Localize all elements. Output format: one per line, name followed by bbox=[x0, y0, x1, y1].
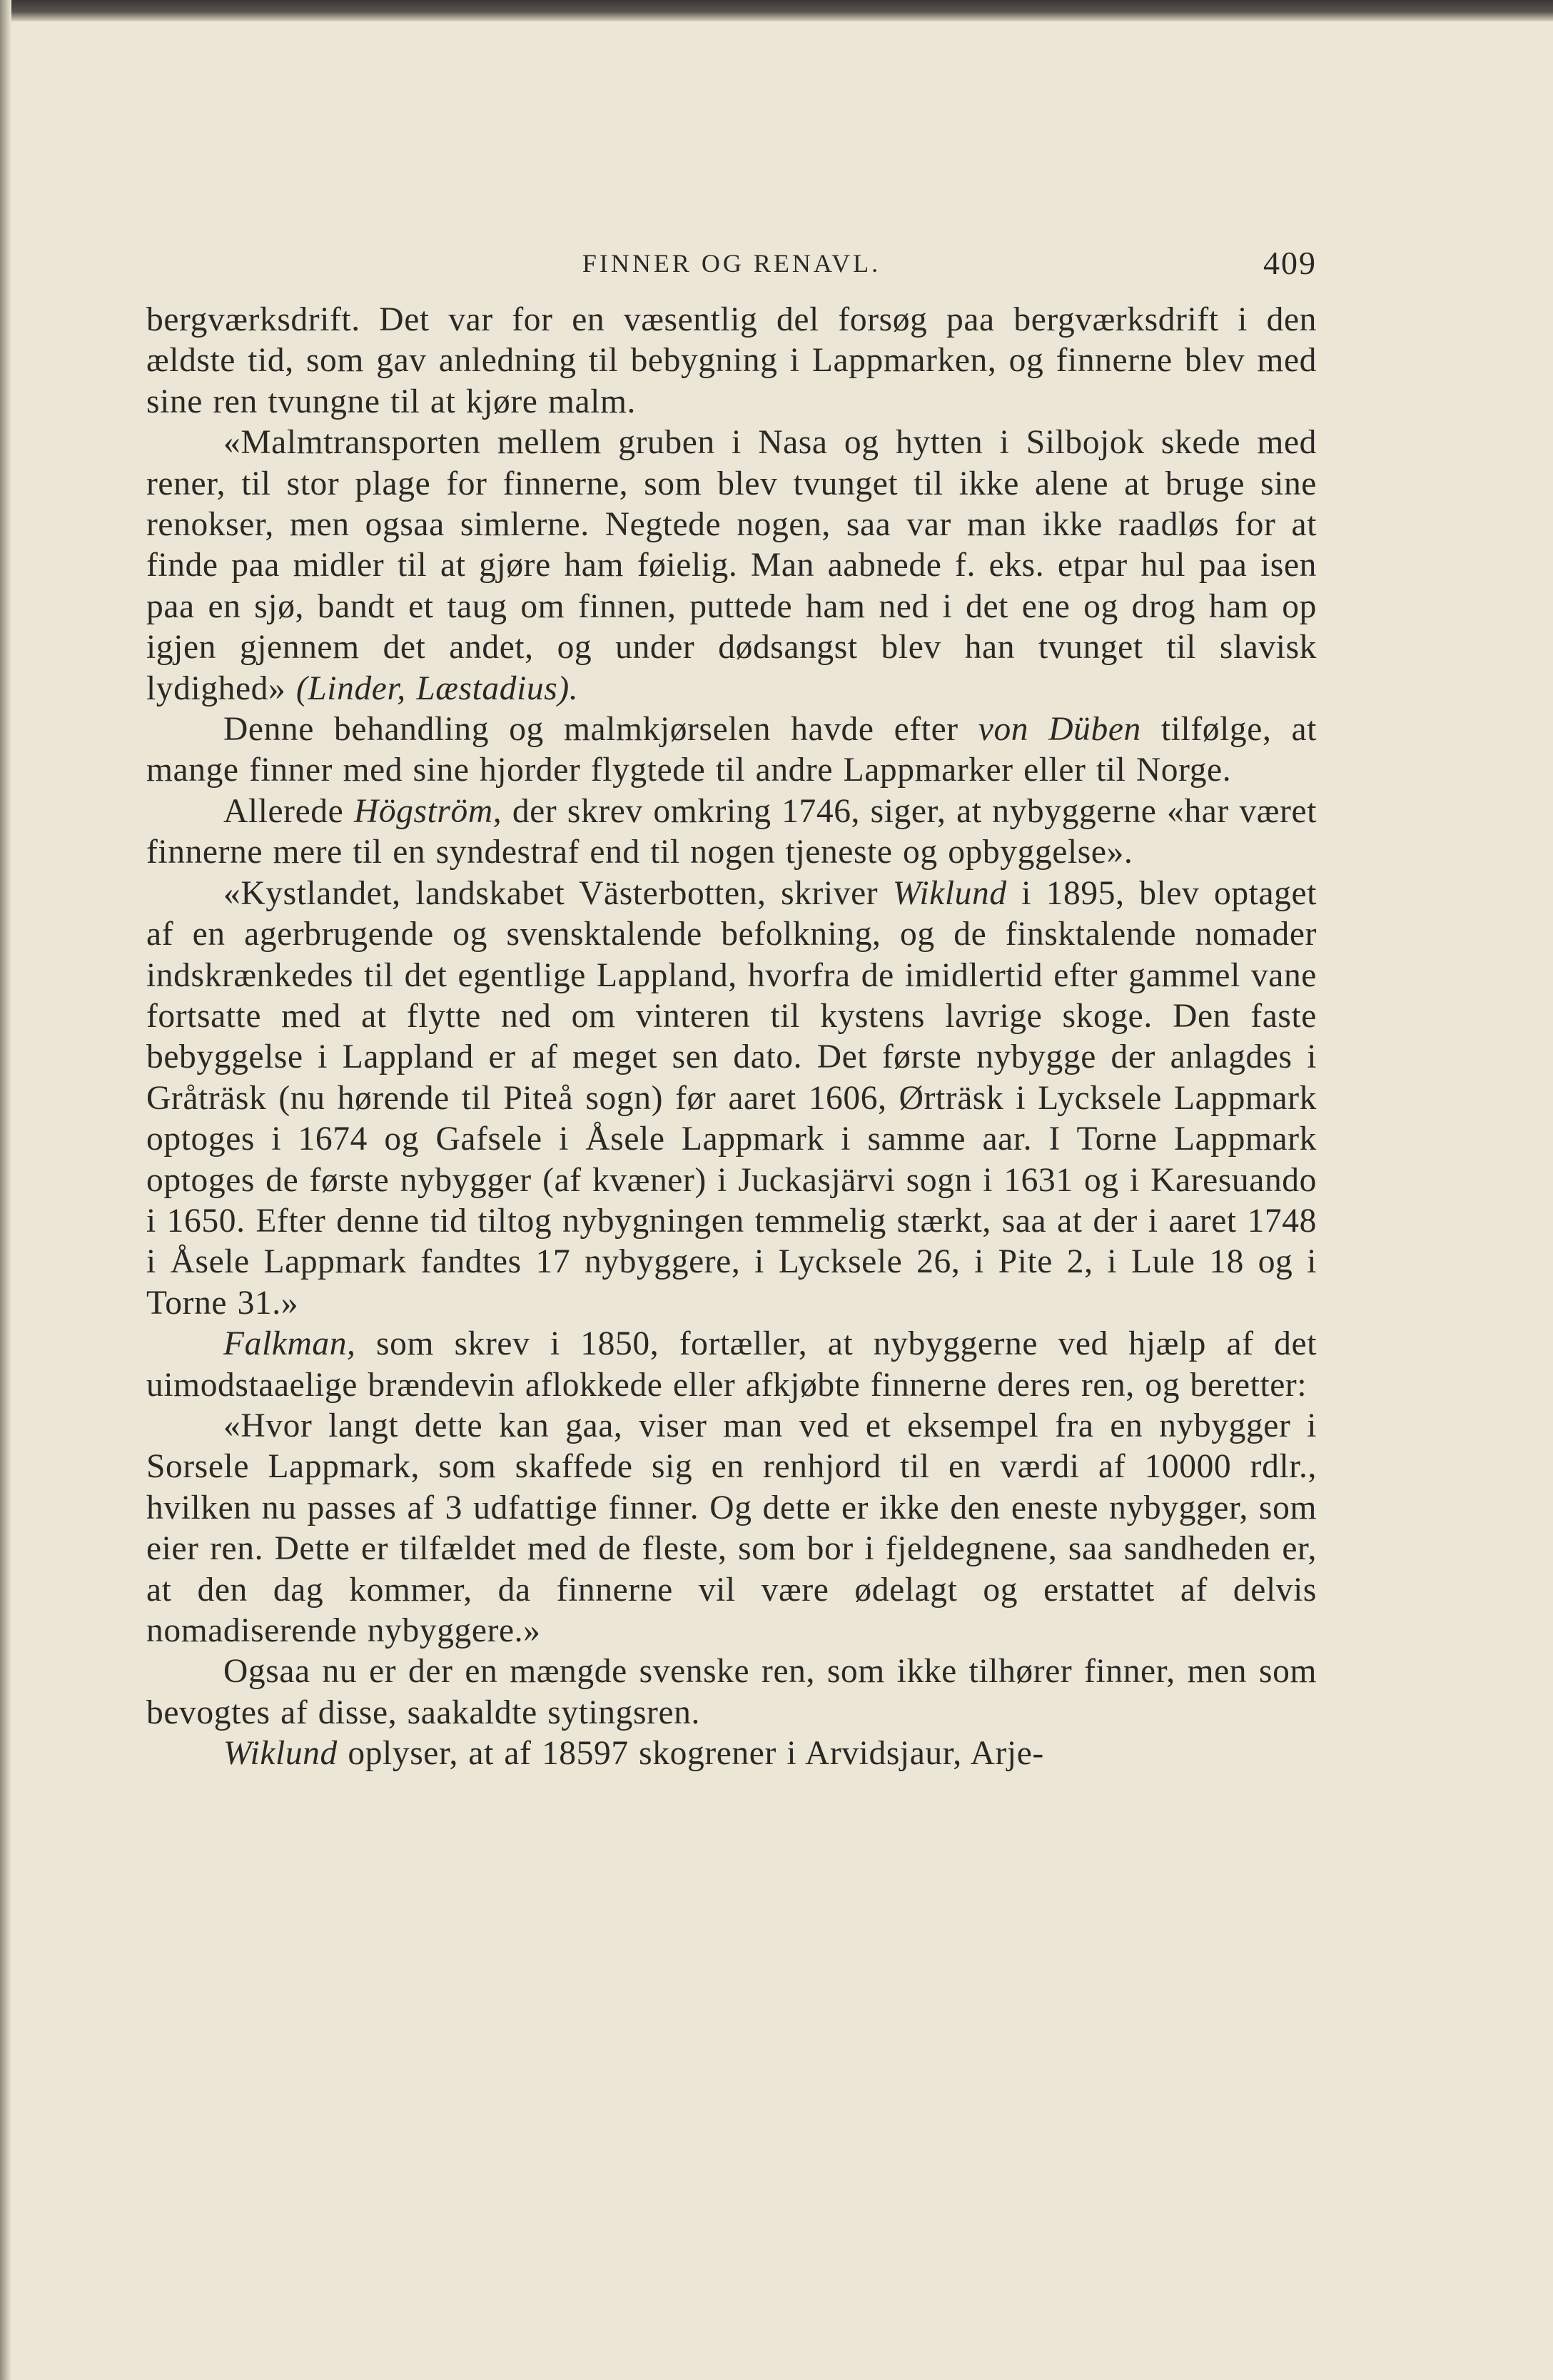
paragraph bbox=[146, 1733, 1317, 1774]
paragraph bbox=[146, 1651, 1317, 1733]
italic-text-run: von Düben bbox=[978, 711, 1141, 749]
text-run: Allerede bbox=[223, 792, 354, 830]
text-run: «Hvor langt dette kan gaa, viser man ved et eksempel fra en nybygger i Sorsele Lappmark, som skaffede sig en renhjord til en værdi af 10000 rdlr., hvilken nu passes af 3 udfattige finner. Og dette er ikke den eneste nybygger, som eier ren. Dette er tilfældet med de fleste, som bor i fjeldegnene, saa sandheden er, at den dag kommer, da finnerne vil være ødelagt og erstattet af delvis nomadiserende nybyggere.» bbox=[146, 1407, 1317, 1649]
text-run: oplyser, at af 18597 skogrener i Arvidsjaur, Arje- bbox=[337, 1735, 1044, 1773]
text-run: «Kystlandet, landskabet Västerbotten, skriver bbox=[223, 874, 893, 912]
paragraph bbox=[146, 1324, 1317, 1406]
page-header bbox=[146, 243, 1317, 300]
text-run: «Malmtransporten mellem gruben i Nasa og hytten i Silbojok skede med rener, til stor plage for finnerne, som blev tvunget til ikke alene at bruge sine renokser, men ogsaa simlerne. Negtede nogen, saa var man ikke raadløs for at finde paa midler til at gjøre ham føielig. Man aabnede f. eks. etpar hul paa isen paa en sjø, bandt et taug om finnen, puttede ham ned i det ene og drog ham op igjen gjennem det andet, og under dødsangst blev han tvunget til slavisk lydighed» bbox=[146, 424, 1317, 707]
body-text bbox=[146, 300, 1317, 1775]
text-run: Denne behandling og malmkjørselen havde efter bbox=[223, 711, 978, 749]
book-page bbox=[146, 243, 1317, 1775]
running-head: FINNER OG RENAVL. bbox=[582, 249, 881, 278]
text-run: tilfølge, at mange finner med sine hjorder flygtede til andre Lappmarker eller til Norge. bbox=[146, 711, 1317, 789]
page-top-edge bbox=[0, 0, 1553, 21]
paragraph bbox=[146, 300, 1317, 422]
italic-text-run: Wiklund bbox=[223, 1735, 338, 1773]
paragraph bbox=[146, 709, 1317, 791]
text-run: som skrev i 1850, fortæller, at nybyggerne ved hjælp af det uimodstaaelige brændevin aflokkede eller afkjøbte finnerne deres ren, og beretter: bbox=[146, 1325, 1317, 1404]
italic-text-run: (Linder, Læstadius). bbox=[295, 669, 579, 707]
text-run: der skrev omkring 1746, siger, at nybyggerne «har været finnerne mere til en syndestraf end til nogen tjeneste og opbyggelse». bbox=[146, 792, 1317, 871]
paragraph bbox=[146, 1406, 1317, 1651]
paragraph bbox=[146, 791, 1317, 873]
text-run: bergværksdrift. Det var for en væsentlig del forsøg paa bergværksdrift i den ældste tid, som gav anledning til bebygning i Lappmarken, og finnerne blev med sine ren tvungne til at kjøre malm. bbox=[146, 301, 1317, 420]
italic-text-run: Högström, bbox=[353, 792, 502, 830]
paragraph bbox=[146, 873, 1317, 1324]
italic-text-run: Wiklund bbox=[892, 874, 1007, 912]
page-left-edge bbox=[0, 0, 11, 2380]
paragraph bbox=[146, 422, 1317, 709]
page-number: 409 bbox=[1263, 245, 1317, 281]
text-run: i 1895, blev optaget af en agerbrugende og svensktalende befolkning, og de finsktalende nomader indskrænkedes til det egentlige Lappland, hvorfra de imidlertid efter gammel vane fortsatte med at flytte ned om vinteren til kystens lavrige skoge. Den faste bebyggelse i Lappland er af meget sen dato. Det første nybygge der anlagdes i Gråträsk (nu hørende til Piteå sogn) før aaret 1606, Ørträsk i Lycksele Lappmark optoges i 1674 og Gafsele i Åsele Lappmark i samme aar. I Torne Lappmark optoges de første nybygger (af kvæner) i Juckasjärvi sogn i 1631 og i Karesuando i 1650. Efter denne tid tiltog nybygningen temmelig stærkt, saa at der i aaret 1748 i Åsele Lappmark fandtes 17 nybyggere, i Lycksele 26, i Pite 2, i Lule 18 og i Torne 31.» bbox=[146, 874, 1317, 1322]
text-run: Ogsaa nu er der en mængde svenske ren, som ikke tilhører finner, men som bevogtes af disse, saakaldte sytingsren. bbox=[146, 1653, 1317, 1731]
italic-text-run: Falkman, bbox=[223, 1325, 356, 1363]
